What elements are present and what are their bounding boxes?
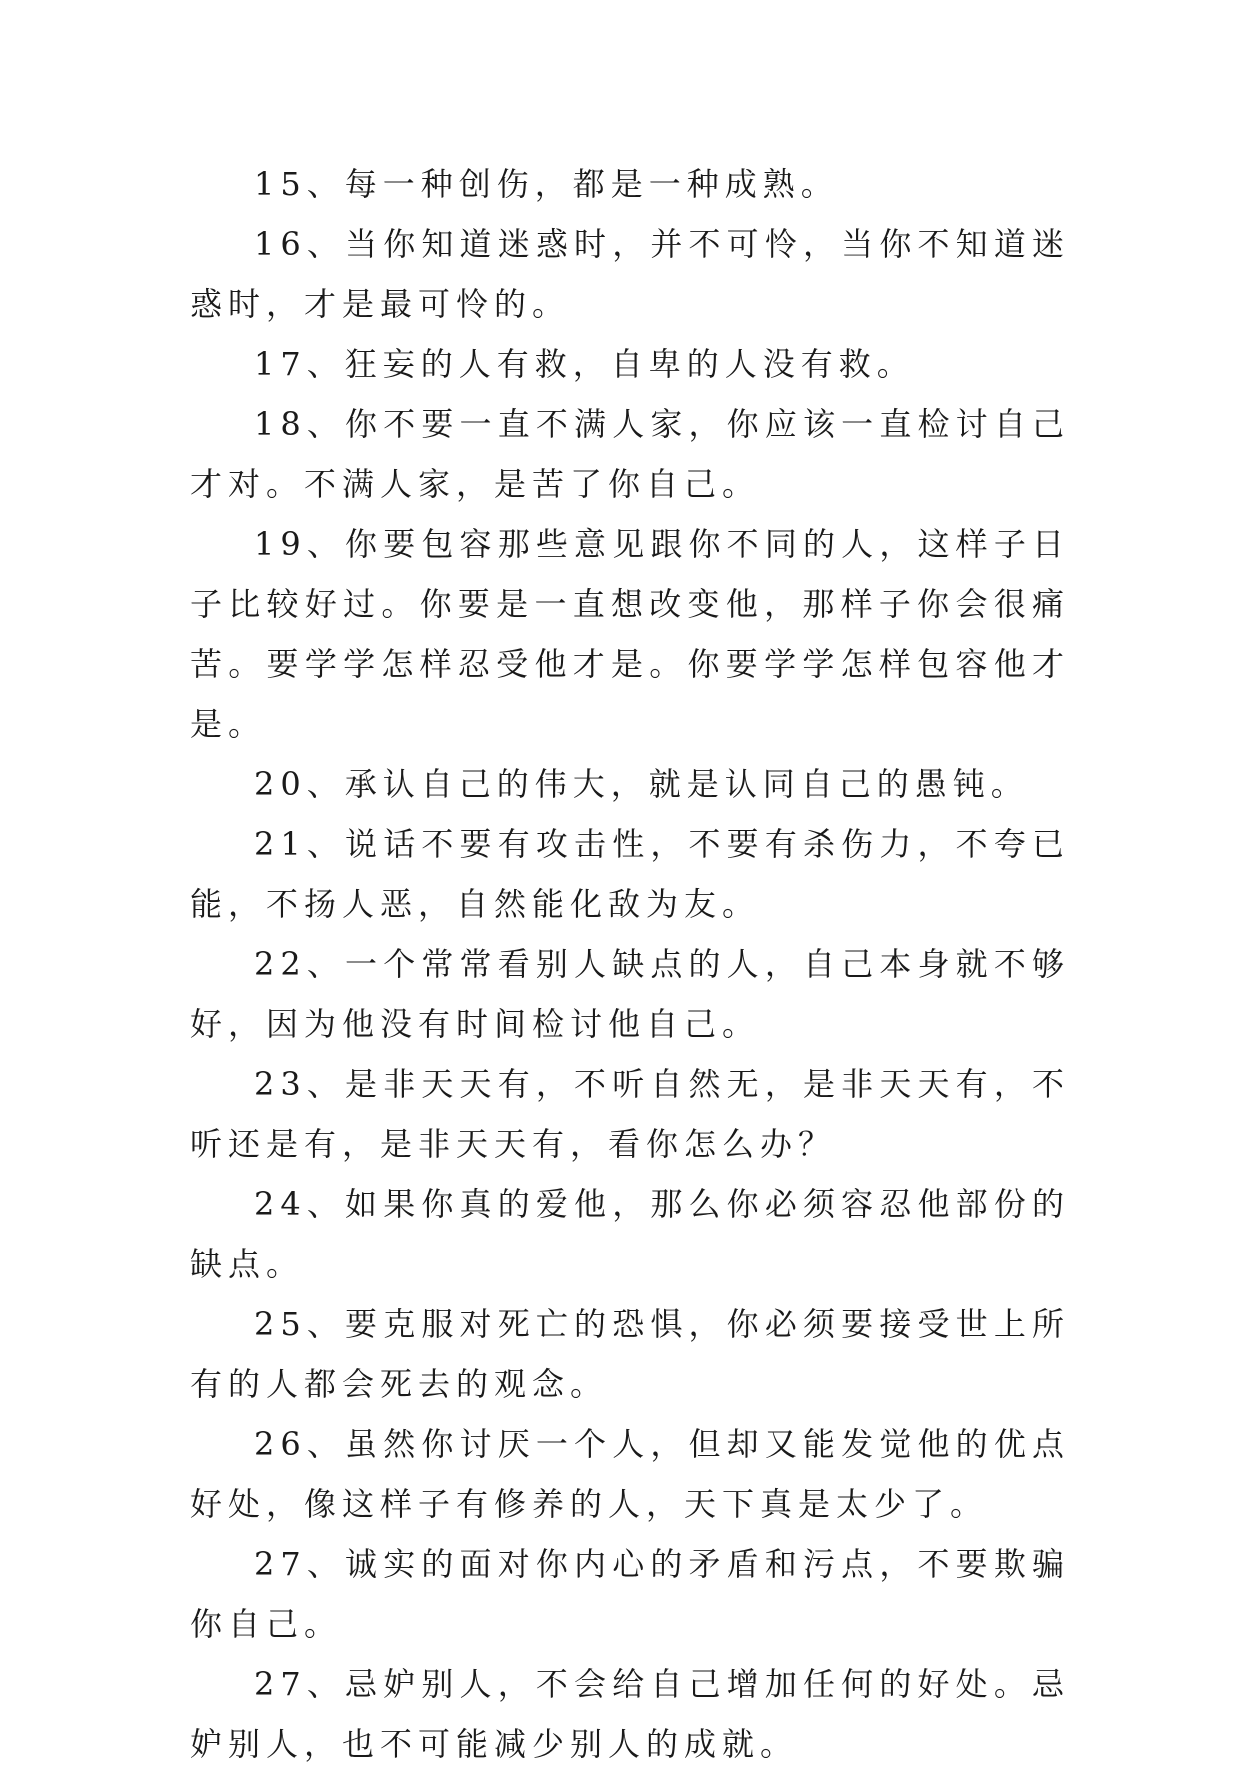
paragraph-15: 15、每一种创伤，都是一种成熟。: [254, 165, 839, 203]
paragraph-23: 23、是非天天有，不听自然无，是非天天有，不听还是有，是非天天有，看你怎么办？: [190, 1065, 1070, 1163]
paragraph-27a: 27、诚实的面对你内心的矛盾和污点，不要欺骗你自己。: [190, 1545, 1070, 1643]
paragraph-27b: 27、忌妒别人，不会给自己增加任何的好处。忌妒别人，也不可能减少别人的成就。: [190, 1665, 1070, 1763]
document-body: [190, 154, 1070, 1774]
paragraph-16: 16、当你知道迷惑时，并不可怜，当你不知道迷惑时，才是最可怜的。: [190, 225, 1070, 323]
paragraph-24: 24、如果你真的爱他，那么你必须容忍他部份的缺点。: [190, 1185, 1070, 1283]
paragraph-21: 21、说话不要有攻击性，不要有杀伤力，不夸已能，不扬人恶，自然能化敌为友。: [190, 825, 1070, 923]
paragraph-25: 25、要克服对死亡的恐惧，你必须要接受世上所有的人都会死去的观念。: [190, 1305, 1070, 1403]
paragraph-17: 17、狂妄的人有救，自卑的人没有救。: [254, 345, 915, 383]
paragraph-20: 20、承认自己的伟大，就是认同自己的愚钝。: [254, 765, 1029, 803]
paragraph-19: 19、你要包容那些意见跟你不同的人，这样子日子比较好过。你要是一直想改变他，那样子你会很痛苦。要学学怎样忍受他才是。你要学学怎样包容他才是。: [190, 525, 1070, 743]
paragraph-26: 26、虽然你讨厌一个人，但却又能发觉他的优点好处，像这样子有修养的人，天下真是太少了。: [190, 1425, 1070, 1523]
paragraph-18: 18、你不要一直不满人家，你应该一直检讨自己才对。不满人家，是苦了你自己。: [190, 405, 1070, 503]
paragraph-22: 22、一个常常看别人缺点的人，自己本身就不够好，因为他没有时间检讨他自己。: [190, 945, 1070, 1043]
